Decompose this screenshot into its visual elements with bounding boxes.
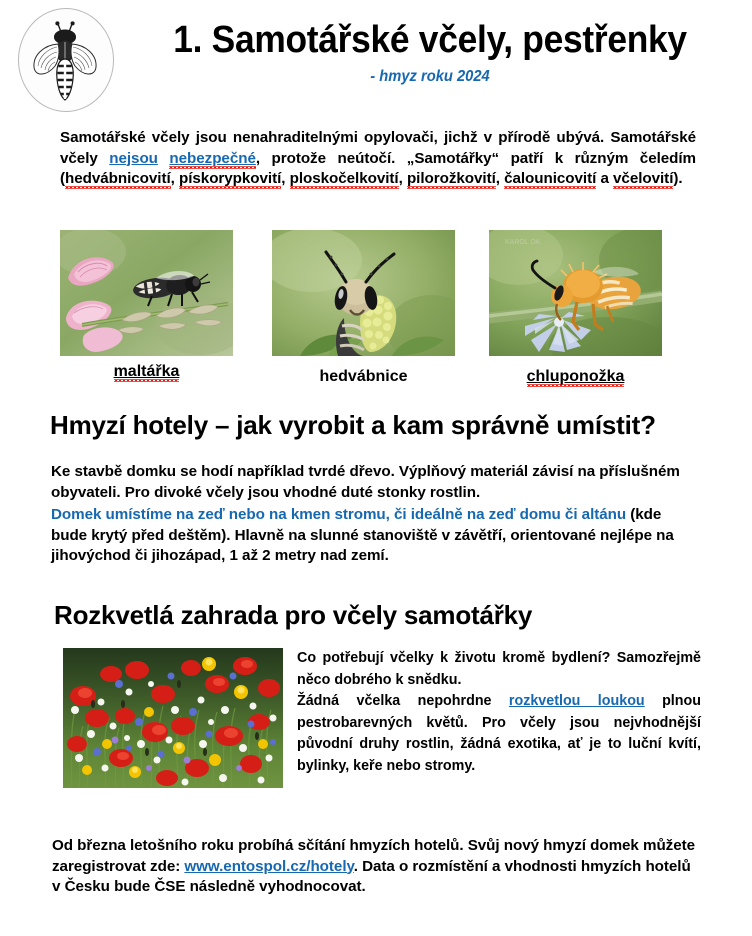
link-nebezpecne[interactable]: nebezpečné bbox=[169, 149, 256, 167]
hotels-placement-highlight: Domek umístíme na zeď nebo na kmen stromu, či ideálně na zeď domu či altánu bbox=[51, 506, 627, 523]
svg-text:KAROL OK: KAROL OK bbox=[505, 239, 541, 246]
caption-text: chluponožka bbox=[526, 368, 625, 385]
family-vceloviti: včelovití bbox=[613, 170, 674, 187]
photo-orange-bee-on-chicory bbox=[489, 230, 662, 356]
space bbox=[158, 150, 170, 167]
sep: , bbox=[495, 170, 505, 187]
document-header bbox=[0, 0, 752, 118]
garden-text-b: Žádná včelka nepohrdne bbox=[297, 693, 509, 709]
heading-flowering-garden: Rozkvetlá zahrada pro včely samotářky bbox=[54, 600, 533, 630]
garden-text-c: plnou pestrobarevných květů. Pro včely jsou nejvhodnější původní druhy rostlin, žádná exotika, ať je to luční kvítí, bylinky, keře nebo stromy. bbox=[297, 693, 701, 774]
sep: , bbox=[281, 170, 290, 187]
caption-text: maltářka bbox=[113, 363, 180, 380]
footer-text-a: Od března letošního roku probíhá sčítání hmyzích hotelů. Svůj nový hmyzí domek můžete zaregistrovat zde: bbox=[52, 837, 696, 875]
photo-bee-face-on-catkin bbox=[272, 230, 455, 356]
intro-text-end: ). bbox=[673, 170, 683, 187]
footer-paragraph bbox=[52, 836, 696, 898]
page-title: 1. Samotářské včely, pestřenky bbox=[173, 19, 687, 61]
caption-chluponozka bbox=[489, 368, 662, 386]
hotels-paragraph bbox=[51, 462, 697, 503]
title-block bbox=[120, 18, 740, 86]
garden-paragraph bbox=[297, 648, 701, 777]
link-nejsou[interactable]: nejsou bbox=[109, 149, 158, 167]
family-piskorypkoviti: pískorypkovití bbox=[179, 170, 282, 187]
conj: a bbox=[596, 170, 614, 187]
intro-text-b: , protože neútočí. „Samotářky“ patří k různým čeledím ( bbox=[60, 149, 697, 187]
family-piloroskoviti: pilorožkovití bbox=[406, 170, 496, 187]
sep: . bbox=[390, 463, 399, 480]
caption-text: hedvábnice bbox=[319, 368, 408, 385]
hotels-text-a: Ke stavbě domku se hodí například bbox=[51, 463, 309, 480]
sep: , bbox=[398, 170, 407, 187]
hoverfly-emblem-icon bbox=[18, 8, 114, 112]
emph-filling-material: Výplňový materiál bbox=[398, 463, 529, 480]
heading-insect-hotels: Hmyzí hotely – jak vyrobit a kam správně umístit? bbox=[50, 410, 656, 440]
garden-text-a: Co potřebují včelky k životu kromě bydlení? Samozřejmě něco dobrého k snědku. bbox=[297, 650, 701, 688]
link-rozkvetlou-loukou[interactable]: rozkvetlou loukou bbox=[508, 693, 645, 709]
intro-paragraph bbox=[60, 128, 696, 190]
intro-text-a: Samotářské včely jsou nenahraditelnými opylovači, jichž v přírodě ubývá. Samotářské včely bbox=[60, 129, 696, 167]
photo-bee-on-pink-sainfoin bbox=[60, 230, 233, 356]
photo-wildflower-meadow bbox=[63, 648, 283, 788]
footer-text-b: . Data o rozmístění a vhodnosti hmyzích hotelů v Česku bude ČSE následně vyhodnocovat. bbox=[52, 857, 691, 895]
family-ploskocelkoviti: ploskočelkovití bbox=[289, 170, 399, 187]
family-calounicoviti: čalounicovití bbox=[504, 170, 597, 187]
page-subtitle: - hmyz roku 2024 bbox=[370, 68, 490, 85]
sep: , bbox=[170, 170, 179, 187]
hotels-paragraph-2 bbox=[51, 505, 697, 567]
family-hedvabnicoviti: hedvábnicovití bbox=[65, 170, 171, 187]
caption-hedvabnice bbox=[272, 368, 455, 386]
link-entospol-hotely[interactable]: www.entospol.cz/hotely bbox=[184, 857, 354, 875]
hotels-text-c: (kde bude krytý před deštěm). Hlavně na slunné stanoviště v závětří, orientované nejlépe na jihovýchod či jihozápad, 1 až 2 metry nad zemí. bbox=[51, 506, 674, 564]
emph-hard-wood: tvrdé dřevo bbox=[308, 463, 391, 480]
caption-maltarka bbox=[60, 363, 233, 381]
hotels-text-b: závisí na příslušném obyvateli. Pro divoké včely jsou vhodné duté stonky rostlin. bbox=[51, 463, 680, 501]
